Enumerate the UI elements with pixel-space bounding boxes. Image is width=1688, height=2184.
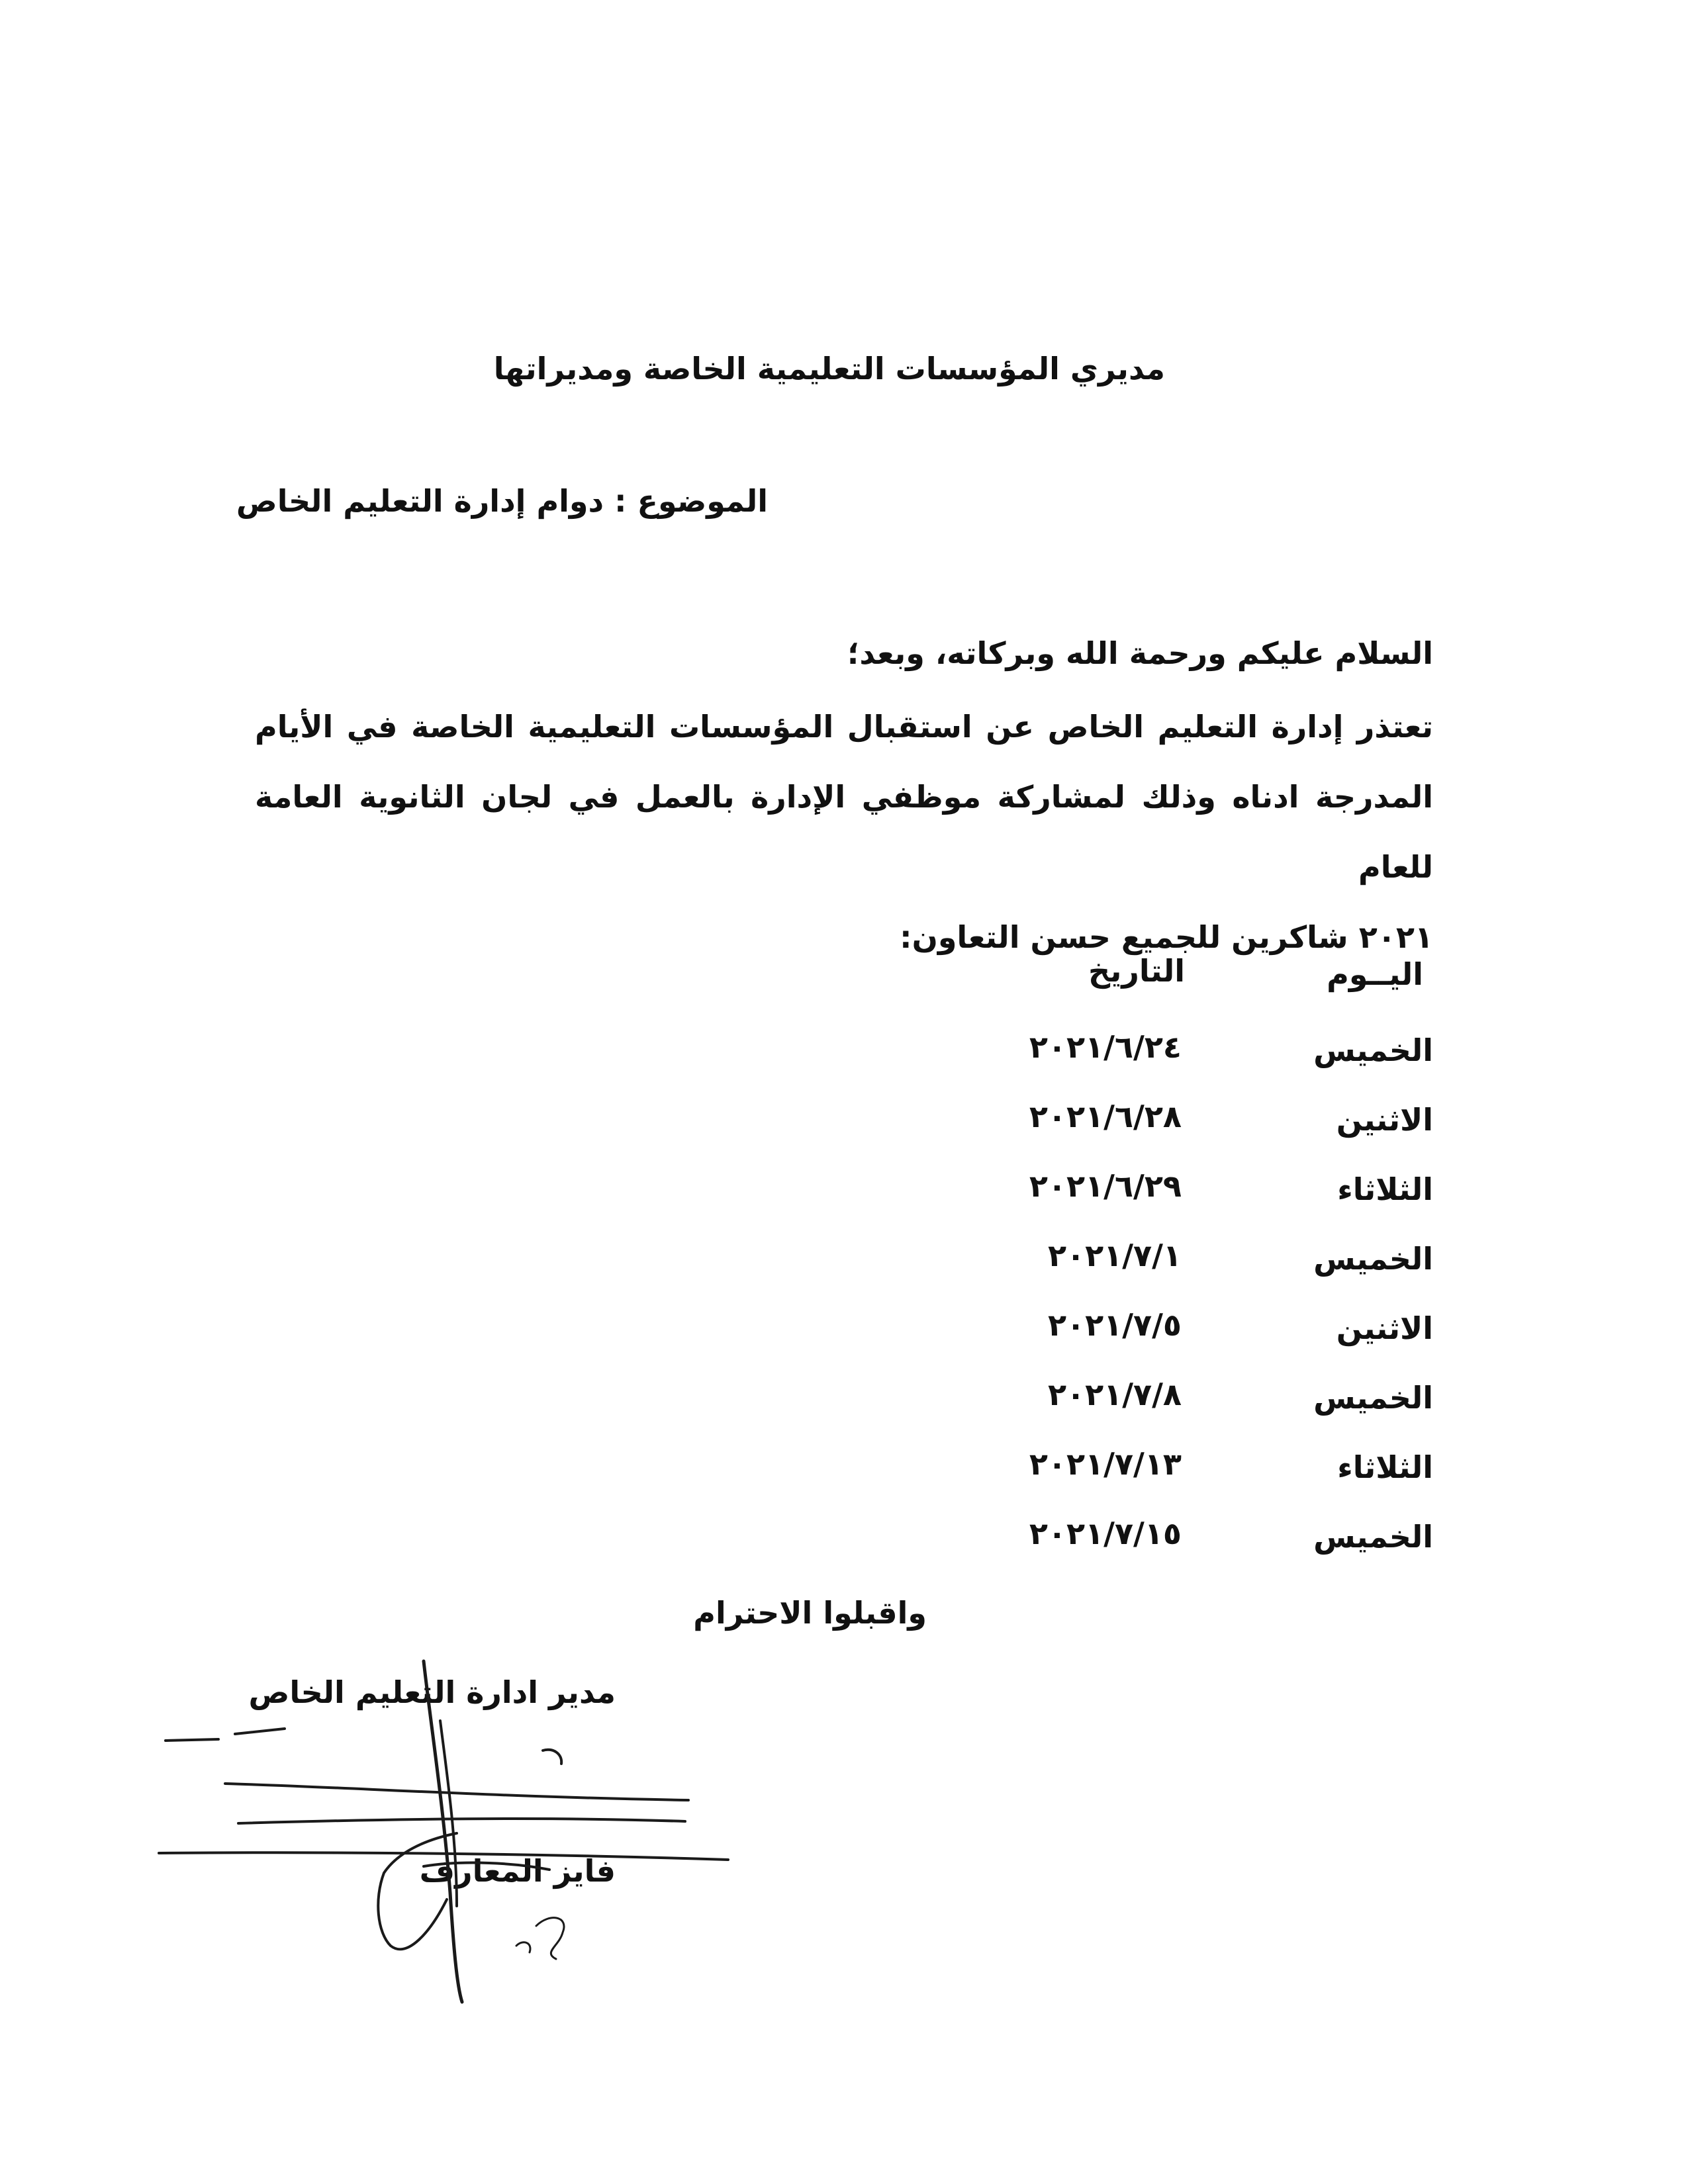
signature-name: فايز المعارف (419, 1853, 616, 1889)
recipient-line: مديري المؤسسات التعليمية الخاصة ومديراتها (493, 351, 1165, 387)
day-cell: الخميس (1313, 1032, 1433, 1068)
body-line: تعتذر إدارة التعليم الخاص عن استقبال المؤسسات التعليمية الخاصة في الأيام (255, 709, 1433, 745)
day-cell: الاثنين (1336, 1310, 1433, 1346)
day-cell: الخميس (1313, 1380, 1433, 1416)
greeting-line: السلام عليكم ورحمة الله وبركاته، وبعد؛ (847, 635, 1433, 671)
day-cell: الثلاثاء (1337, 1449, 1433, 1485)
date-column-header: التاريخ (1088, 953, 1185, 989)
date-cell: ٢٠٢١/٧/١ (1047, 1238, 1182, 1273)
subject-line: الموضوع : دوام إدارة التعليم الخاص (236, 483, 768, 519)
closing-line: واقبلوا الاحترام (693, 1595, 927, 1631)
date-cell: ٢٠٢١/٧/٥ (1047, 1307, 1182, 1343)
date-cell: ٢٠٢١/٦/٢٨ (1029, 1099, 1182, 1134)
signature-title: مدير ادارة التعليم الخاص (248, 1674, 616, 1710)
day-cell: الخميس (1313, 1241, 1433, 1277)
day-column-header: اليــوم (1327, 956, 1423, 992)
date-cell: ٢٠٢١/٦/٢٤ (1029, 1029, 1182, 1065)
date-cell: ٢٠٢١/٧/١٣ (1029, 1446, 1182, 1482)
date-cell: ٢٠٢١/٧/٨ (1047, 1377, 1182, 1412)
body-line: ٢٠٢١ شاكرين للجميع حسن التعاون: (900, 919, 1433, 955)
day-cell: الثلاثاء (1337, 1171, 1433, 1207)
body-line: المدرجة ادناه وذلك لمشاركة موظفي الإدارة بالعمل في لجان الثانوية العامة للعام (255, 779, 1433, 885)
day-cell: الخميس (1313, 1519, 1433, 1555)
day-cell: الاثنين (1336, 1102, 1433, 1138)
date-cell: ٢٠٢١/٧/١٥ (1029, 1516, 1182, 1551)
body-paragraph (255, 692, 1433, 972)
date-cell: ٢٠٢١/٦/٢٩ (1029, 1168, 1182, 1204)
handwritten-signature (146, 1641, 768, 2012)
